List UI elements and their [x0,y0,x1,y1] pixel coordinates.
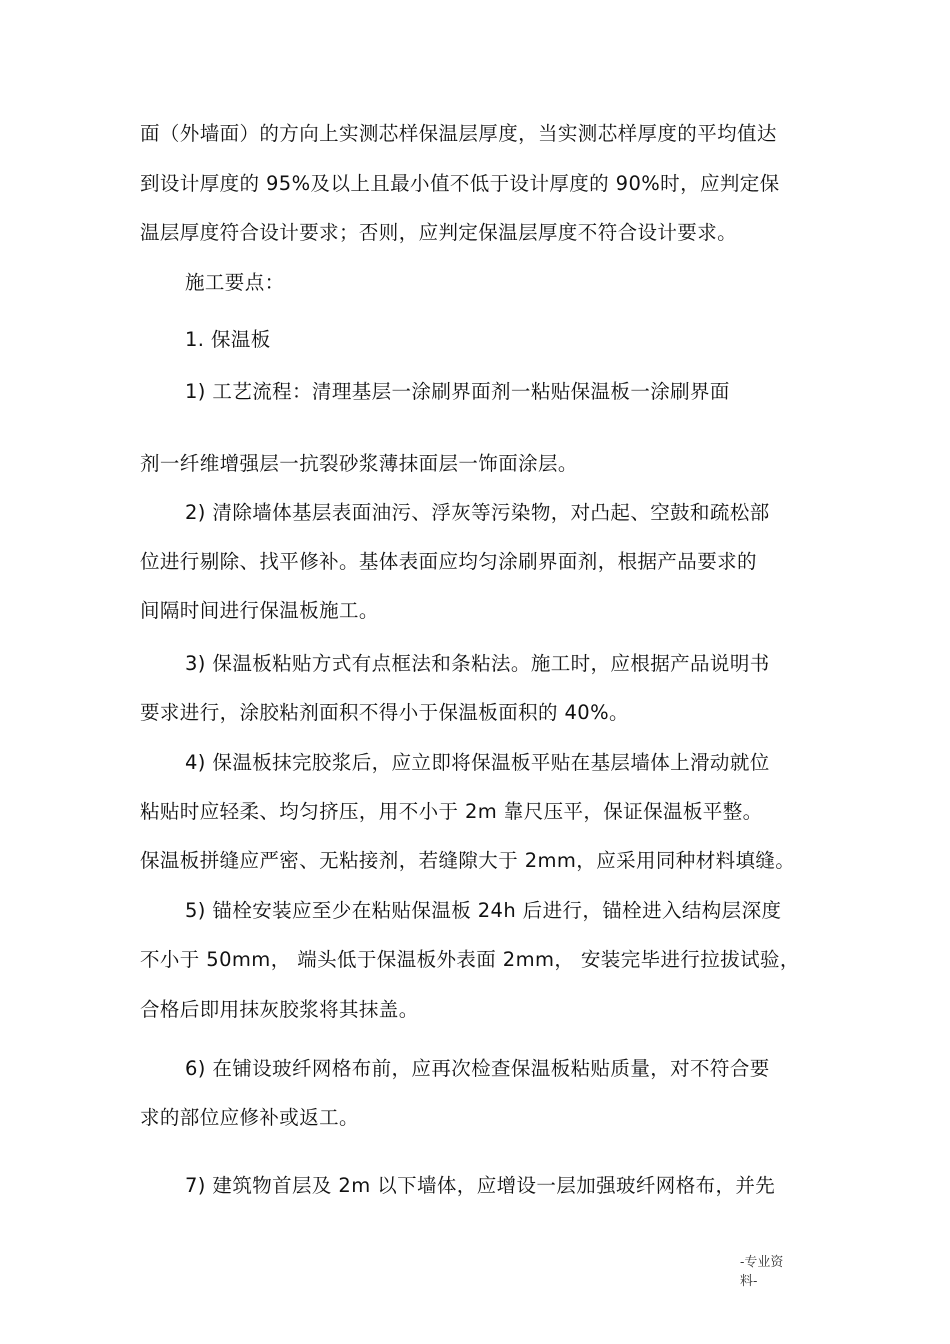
subsection-heading: 1. 保温板 [185,328,271,351]
body-line: 合格后即用抹灰胶浆将其抹盖。 [140,998,419,1021]
list-item: 3) 保温板粘贴方式有点框法和条粘法。施工时，应根据产品说明书 [185,652,770,675]
list-item: 5) 锚栓安装应至少在粘贴保温板 24h 后进行，锚栓进入结构层深度 [185,899,782,922]
body-line: 求的部位应修补或返工。 [140,1106,359,1129]
section-heading: 施工要点： [185,271,285,294]
list-item: 2) 清除墙体基层表面油污、浮灰等污染物，对凸起、空鼓和疏松部 [185,501,770,524]
body-line: 到设计厚度的 95%及以上且最小值不低于设计厚度的 90%时，应判定保 [140,172,780,195]
body-line: 剂一纤维增强层一抗裂砂浆薄抹面层一饰面涂层。 [140,452,578,475]
body-line: 间隔时间进行保温板施工。 [140,599,379,622]
body-line: 保温板拼缝应严密、无粘接剂，若缝隙大于 2mm，应采用同种材料填缝。 [140,849,796,872]
list-item: 7) 建筑物首层及 2m 以下墙体，应增设一层加强玻纤网格布，并先 [185,1174,776,1197]
body-line: 位进行剔除、找平修补。基体表面应均匀涂刷界面剂，根据产品要求的 [140,550,757,573]
body-line: 不小于 50mm， 端头低于保温板外表面 2mm， 安装完毕进行拉拔试验， [140,948,800,971]
list-item: 6) 在铺设玻纤网格布前，应再次检查保温板粘贴质量，对不符合要 [185,1057,770,1080]
body-line: 要求进行，涂胶粘剂面积不得小于保温板面积的 40%。 [140,701,629,724]
list-item: 1) 工艺流程：清理基层一涂刷界面剂一粘贴保温板一涂刷界面 [185,380,730,403]
body-line: 粘贴时应轻柔、均匀挤压，用不小于 2m 靠尺压平，保证保温板平整。 [140,800,763,823]
footer-text: -专业资 [740,1255,784,1270]
body-line: 面（外墙面）的方向上实测芯样保温层厚度，当实测芯样厚度的平均值达 [140,122,777,145]
footer-text: 料- [740,1274,758,1289]
body-line: 温层厚度符合设计要求；否则，应判定保温层厚度不符合设计要求。 [140,221,738,244]
list-item: 4) 保温板抹完胶浆后，应立即将保温板平贴在基层墙体上滑动就位 [185,751,770,774]
